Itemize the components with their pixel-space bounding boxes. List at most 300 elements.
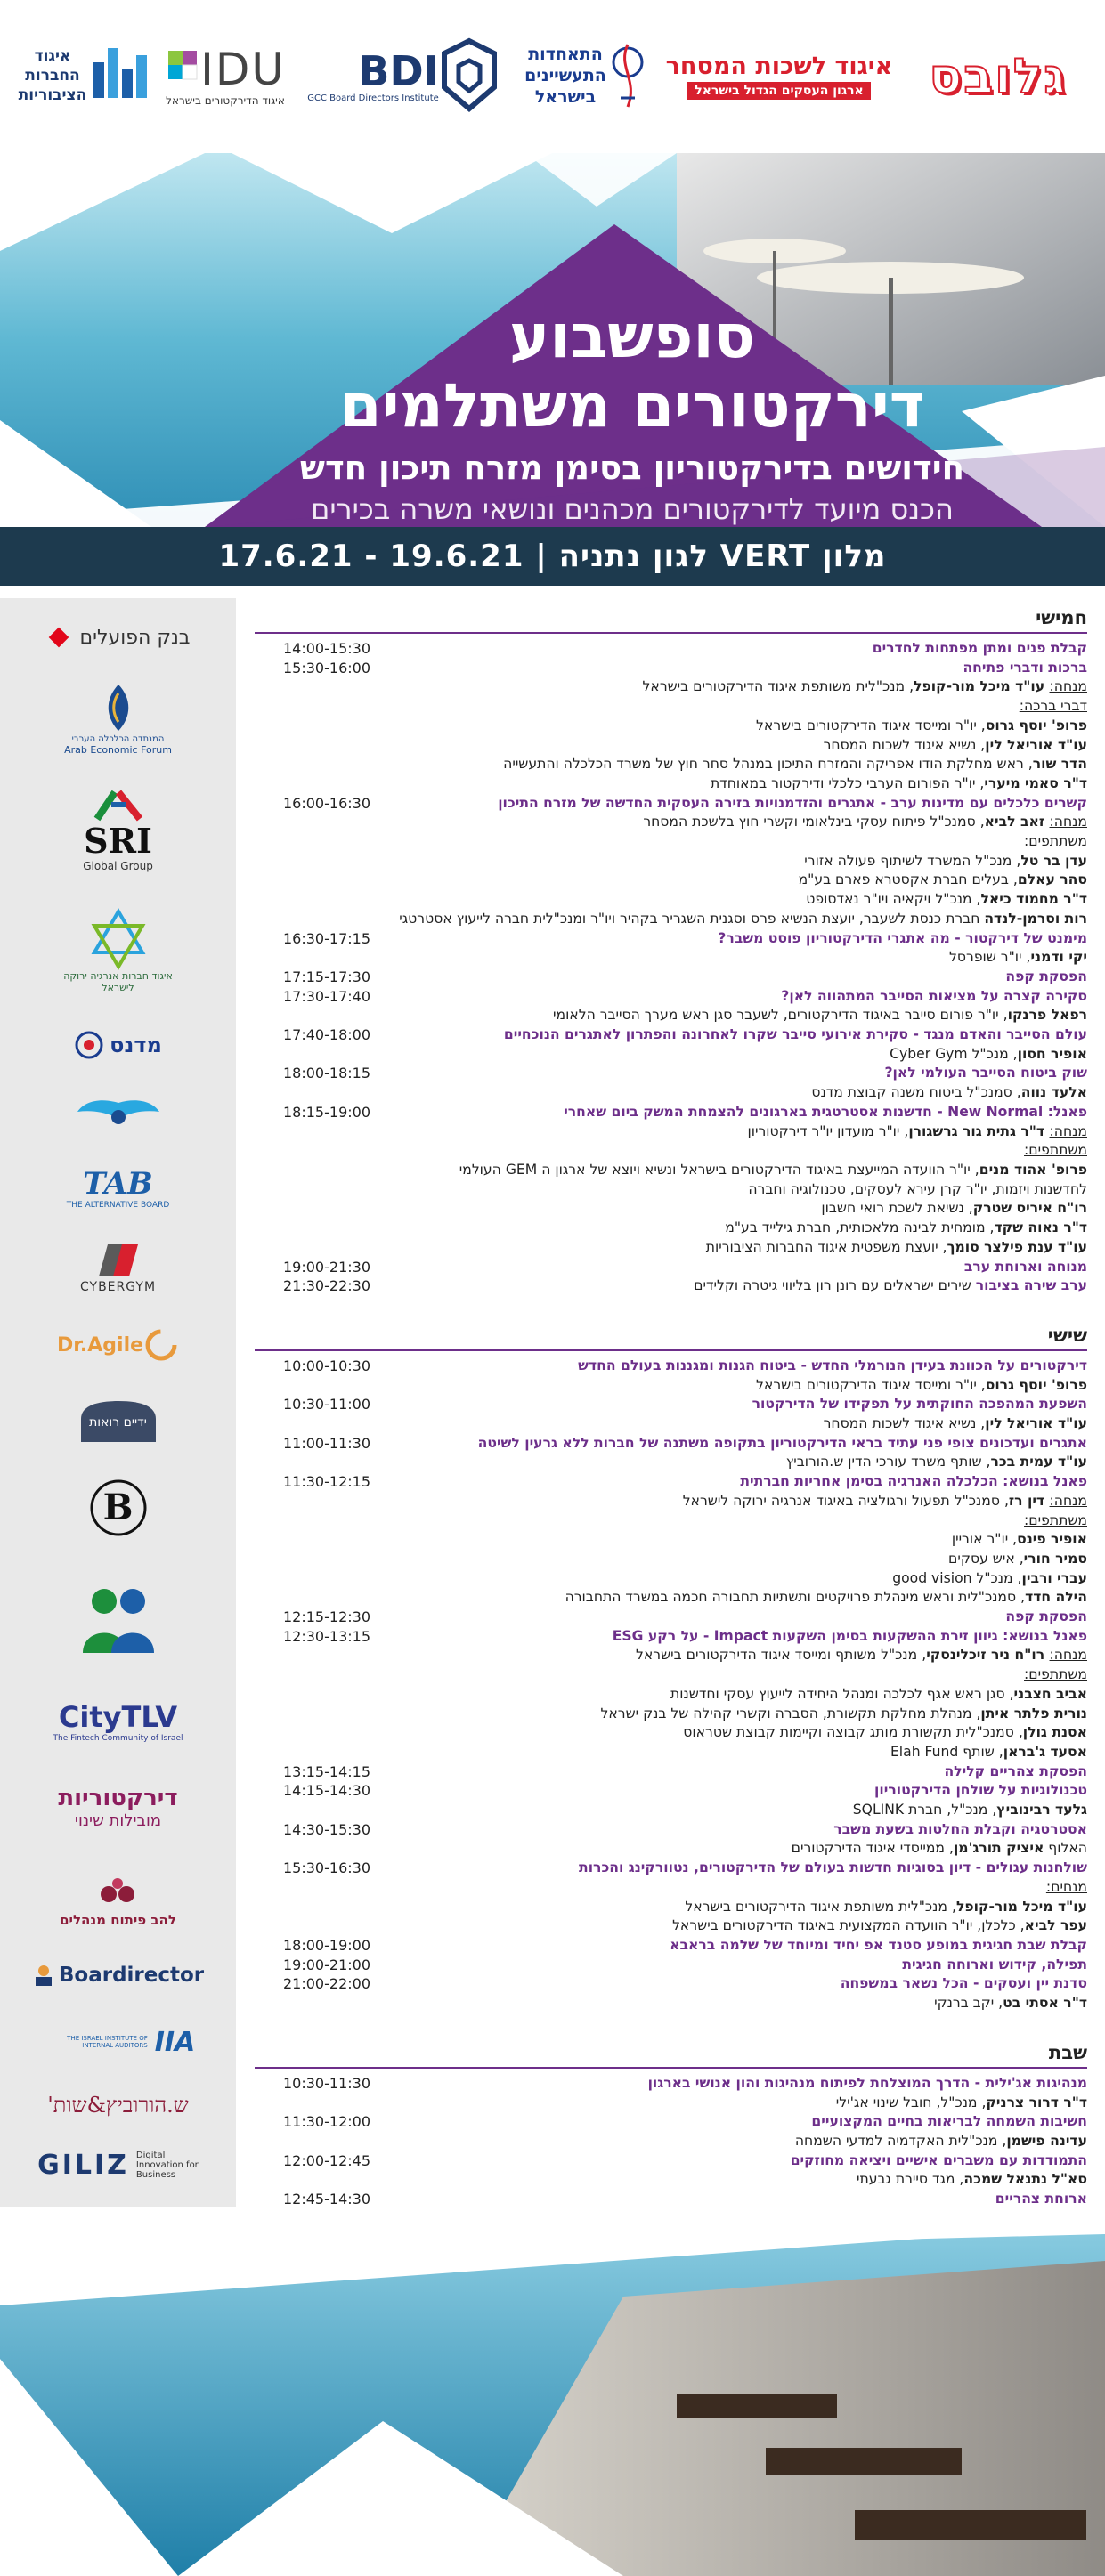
schedule-row <box>255 794 1087 814</box>
schedule-row <box>255 1083 1087 1103</box>
session-time <box>255 1550 376 1569</box>
session-text <box>376 929 1087 949</box>
session-time <box>255 1801 376 1820</box>
speaker-name: נורית פלתר איתן <box>980 1705 1087 1721</box>
speaker-name: עו"ד אוריאל לין <box>985 736 1087 753</box>
bottom-pool-art <box>0 2207 1105 2576</box>
session-text <box>376 1122 1087 1142</box>
session-title: הפסקת קפה <box>1005 1608 1087 1625</box>
speaker-role: , יו"ר אוריין <box>951 1531 1018 1548</box>
session-time <box>255 736 376 756</box>
public-companies-logo <box>12 27 155 125</box>
session-text <box>376 1723 1087 1743</box>
schedule-row <box>255 1045 1087 1065</box>
session-text <box>376 813 1087 832</box>
session-text <box>376 1141 1087 1161</box>
session-text <box>376 639 1087 659</box>
session-text <box>376 755 1087 774</box>
session-text <box>376 1743 1087 1762</box>
session-text <box>376 968 1087 987</box>
sponsor-horowitz-name: ש.הורוביץ&שות' <box>47 2092 189 2118</box>
venue-date-band: מלון VERT לגון נתניה | 19.6.21 - 17.6.21 <box>0 527 1105 586</box>
session-text <box>376 1762 1087 1782</box>
session-text <box>376 1530 1087 1550</box>
sponsor-women-directors-name: דירקטוריות <box>58 1784 178 1811</box>
session-time <box>255 1453 376 1472</box>
idu-logo-sub: איגוד הדירקטורים בישראל <box>166 94 285 107</box>
session-title: הפסקת צהריים קלילה <box>944 1762 1087 1779</box>
session-text <box>376 1434 1087 1454</box>
session-title: פאנל בנושא: גיוון זירת ההשקעות בסימן השקעות Impact - על רקע ESG <box>612 1627 1087 1644</box>
session-title: הפסקת קפה <box>1005 968 1087 984</box>
session-text <box>376 2151 1087 2171</box>
sponsor-hapoalim-name: בנק הפועלים <box>79 626 191 649</box>
session-time <box>255 1199 376 1219</box>
sponsor-b <box>0 1463 236 1552</box>
sponsor-arab-economic-forum <box>0 669 236 767</box>
schedule-row <box>255 1064 1087 1083</box>
session-time <box>255 910 376 929</box>
session-text <box>376 890 1087 910</box>
session-text <box>376 1898 1087 1917</box>
session-time <box>255 813 376 832</box>
session-time: 16:30-17:15 <box>283 929 370 947</box>
session-text <box>376 1878 1087 1898</box>
session-time <box>255 1569 376 1589</box>
session-title: חשיבות השמחה לבריאות בחיים המקצועיים <box>811 2113 1087 2130</box>
session-text <box>376 1258 1087 1277</box>
sponsors-sidebar <box>0 598 236 2207</box>
hapoalim-diamond-icon <box>45 624 72 651</box>
session-time: 18:15-19:00 <box>283 1103 370 1121</box>
sponsor-giliz <box>0 2138 236 2191</box>
idu-logo-text: IDU <box>200 44 286 95</box>
session-text <box>376 832 1087 852</box>
industrialists-emblem-icon <box>610 36 646 116</box>
speaker-role: , סמנכ"ל פיתוח עסקי בינלאומי וקשרי חוץ בלשכת המסחר <box>643 814 985 830</box>
session-title: דירקטורים על הכוונת בעידן הנורמלי החדש - ביטוח הגנות ומגננות בעולם החדש <box>578 1357 1087 1373</box>
sponsor-tab <box>0 1157 236 1219</box>
speaker-role: , מנכ"ל המשרד לשיתוף פעולה אזורי <box>804 852 1021 869</box>
schedule-row <box>255 1472 1087 1492</box>
speaker-name: ד"ר סאמי מיערי <box>984 774 1087 791</box>
schedule-row <box>255 659 1087 678</box>
hero-title-line1: סופשבוע <box>509 302 755 372</box>
schedule-row <box>255 832 1087 852</box>
session-time: 17:30-17:40 <box>283 987 370 1005</box>
schedule-row <box>255 1238 1087 1258</box>
speaker-role: , נשיא איגוד לשכות המסחר <box>823 1415 986 1432</box>
role-label: משתתפים: <box>1024 1142 1087 1159</box>
idu-squares-icon <box>165 47 200 92</box>
speaker-role: , יו"ר פורום סייבר באיגוד הדירקטורים, לשעבר סגן ראש מערך הסייבר הלאומי <box>552 1007 1008 1024</box>
sponsor-citytlv-sub: The Fintech Community of Israel <box>53 1734 183 1743</box>
sponsor-engineers <box>0 1088 236 1141</box>
speaker-role: , סגן ראש אגף לכלכה ומנהל היחידה לייעוץ עסקי וחדשנות <box>670 1685 1014 1702</box>
schedule-row <box>255 1006 1087 1025</box>
session-text <box>376 1025 1087 1045</box>
role-label: מנחה: <box>1049 814 1087 830</box>
session-text <box>376 1627 1087 1647</box>
session-time <box>255 852 376 871</box>
session-time: 12:15-12:30 <box>283 1608 370 1626</box>
schedule-row <box>255 1820 1087 1840</box>
schedule-row <box>255 1122 1087 1142</box>
session-title: עולם הסייבר והאדם מנגד - סקירת אירועי סייבר שקרו לאחרונה והפתרון לאתגרים הנוכחיים <box>503 1026 1087 1043</box>
sponsor-iia <box>0 2015 236 2069</box>
speaker-role: , יו"ר הוועדה המייעצת באיגוד הדירקטורים בישראל ונשיא ויוצא של ארגון ה GEM העולמי <box>459 1161 979 1178</box>
session-title: קבלת שבת חגיגית במופע סטנד אפ יחיד ומיוחד של שלמה בראבא <box>670 1937 1087 1953</box>
session-text <box>376 1608 1087 1627</box>
speaker-role: , מגד סיירת גבעתי <box>856 2171 964 2188</box>
sponsor-citytlv <box>0 1686 236 1757</box>
session-time <box>255 1511 376 1531</box>
session-title: ארוחת צהריים <box>995 2191 1087 2207</box>
speaker-role: , בעלים חברת אקסטרא פארם בע"מ <box>798 871 1018 888</box>
session-time: 10:30-11:00 <box>283 1396 370 1414</box>
globes-logo <box>905 27 1092 125</box>
speaker-role: , יו"ר הפורום הערבי כלכלי ודירקטור במאוחדת <box>710 774 985 791</box>
session-time <box>255 1530 376 1550</box>
schedule-row <box>255 717 1087 736</box>
cybergym-mark-icon <box>99 1241 138 1280</box>
sponsor-citytlv-name: CityTLV <box>58 1700 178 1734</box>
schedule-row <box>255 1511 1087 1531</box>
sponsor-seeing-hands <box>0 1390 236 1453</box>
idu-logo <box>158 27 292 125</box>
speaker-name: פרופ' אהוד מנים <box>979 1161 1087 1178</box>
sponsor-seeing-hands-name: ידיים רואות <box>89 1415 147 1430</box>
speaker-role: , סמנכ"לית וראש מינהלת פרויקטים ותשתיות תחבורה חכמה במשרד התחבורה <box>565 1589 1026 1606</box>
speaker-role: , מנכ"לית משותפת איגוד הדירקטורים בישראל <box>642 678 914 695</box>
session-time: 14:00-15:30 <box>283 640 370 657</box>
session-time <box>255 890 376 910</box>
session-text <box>376 987 1087 1007</box>
sponsor-arab-forum-sub: המנתדה הכלכלה הערבי <box>71 734 165 744</box>
speaker-role: , מנכ"ל good vision <box>892 1569 1022 1586</box>
session-text <box>376 1511 1087 1531</box>
schedule-row <box>255 1627 1087 1647</box>
schedule-row <box>255 1357 1087 1376</box>
speaker-name: פרופ' יוסף גרוס <box>985 1376 1087 1393</box>
session-time: 11:30-12:00 <box>283 2113 370 2131</box>
schedule-row <box>255 1898 1087 1917</box>
session-time <box>255 1646 376 1665</box>
sponsor-cybergym <box>0 1232 236 1303</box>
schedule-row <box>255 677 1087 697</box>
schedule-row <box>255 1878 1087 1898</box>
session-text <box>376 1956 1087 1975</box>
speaker-name: עדינה פישמן <box>1006 2132 1087 2149</box>
sponsor-iia-name: IIA <box>154 2026 196 2058</box>
session-title: פאנל: New Normal - חדשנות אסטרטגית בארגונים להצמחת המשק ביום שאחרי <box>564 1103 1087 1120</box>
schedule-row <box>255 1936 1087 1956</box>
session-time: 12:30-13:15 <box>283 1627 370 1645</box>
schedule-row <box>255 736 1087 756</box>
speaker-role: , מנכ"ל ויקאיה ויו"ר נאדסופט <box>806 891 981 908</box>
industrialists-logo <box>516 27 650 125</box>
schedule-row <box>255 1141 1087 1161</box>
session-text <box>376 659 1087 678</box>
session-text <box>376 1801 1087 1820</box>
role-label: משתתפים: <box>1024 1666 1087 1683</box>
schedule-row <box>255 1723 1087 1743</box>
role-label: מנחה: <box>1049 1647 1087 1664</box>
session-title: סקירה קצרה על מציאות הסייבר המתהווה לאן? <box>781 987 1087 1004</box>
schedule-row <box>255 1492 1087 1511</box>
schedule-row <box>255 1665 1087 1685</box>
session-time <box>255 1723 376 1743</box>
day-spacer <box>255 1296 1087 1316</box>
speaker-name: הילה חדד <box>1025 1589 1087 1606</box>
session-time <box>255 1743 376 1762</box>
session-text <box>376 1550 1087 1569</box>
day-heading: שישי <box>1047 1324 1087 1346</box>
session-text <box>376 1685 1087 1705</box>
schedule-row <box>255 1685 1087 1705</box>
session-text <box>376 2074 1087 2094</box>
speaker-name: עו"ד מיכל מור-קופל <box>914 678 1050 695</box>
role-label: מנחה: <box>1049 1492 1087 1509</box>
public-companies-bars-icon <box>88 36 150 116</box>
session-text <box>376 871 1087 890</box>
session-text <box>376 1045 1087 1065</box>
logo-bar <box>0 0 1105 153</box>
session-text <box>376 1936 1087 1956</box>
session-text <box>376 1238 1087 1258</box>
schedule-row <box>255 968 1087 987</box>
speaker-name: רו"ח ניר זיכלינסקי <box>926 1647 1050 1664</box>
session-text <box>376 774 1087 794</box>
schedule-row <box>255 929 1087 949</box>
sponsor-b-name: B <box>102 1486 134 1528</box>
hero-tagline: הכנס מיועד לדירקטורים מכהנים ונושאי משרה בכירים <box>311 492 954 526</box>
speaker-name: יקי ודמני <box>1030 949 1087 966</box>
session-text <box>376 1103 1087 1122</box>
session-time: 17:15-17:30 <box>283 968 370 985</box>
speaker-role: , יו"ר ומייסד איגוד הדירקטורים בישראל <box>756 1376 986 1393</box>
sponsor-cybergym-name: CYBERGYM <box>79 1280 157 1294</box>
session-time: 18:00-19:00 <box>283 1937 370 1954</box>
session-text <box>376 736 1087 756</box>
session-time: 18:00-18:15 <box>283 1065 370 1082</box>
session-text <box>376 1276 1087 1296</box>
sponsor-madanes-name: מדנס <box>110 1033 162 1057</box>
speaker-name: אופיר פינס <box>1017 1531 1087 1548</box>
schedule-row <box>255 1743 1087 1762</box>
schedule-row <box>255 1646 1087 1665</box>
speaker-name: ד"ר נאוה שקד <box>994 1219 1087 1236</box>
schedule-row <box>255 1276 1087 1296</box>
sponsor-lahav-name: להב פיתוח מנהלים <box>60 1912 176 1928</box>
bdi-logo <box>301 27 506 125</box>
bottom-background-art <box>0 2207 1105 2576</box>
session-time <box>255 1141 376 1161</box>
schedule-row <box>255 1180 1087 1200</box>
session-time <box>255 1898 376 1917</box>
speaker-name: ד"ר דרור צרניק <box>986 2094 1087 2110</box>
sponsor-madanes <box>0 1018 236 1072</box>
program-schedule <box>255 598 1087 2334</box>
schedule-row <box>255 948 1087 968</box>
speaker-role: , ראש מחלקת הודו אפריקה והמזרח התיכון במנהל סחר חוץ של משרד הכלכלה והתעשייה <box>503 756 1033 773</box>
speaker-role: , שותף Elah Fund <box>890 1743 1003 1760</box>
hero-title-line2: דירקטורים משתלמים <box>339 371 925 441</box>
session-text <box>376 1859 1087 1878</box>
session-title: ברכות ודברי פתיחה <box>963 659 1087 676</box>
role-label: מנחים: <box>1045 1878 1087 1895</box>
session-time: 15:30-16:30 <box>283 1859 370 1877</box>
sponsor-sri-sub: Global Group <box>83 860 153 872</box>
schedule-row <box>255 1219 1087 1238</box>
session-text <box>376 1820 1087 1840</box>
schedule-row <box>255 1608 1087 1627</box>
speaker-role: , מנכ"לית האקדמיה למדעי השמחה <box>794 2132 1007 2149</box>
session-time <box>255 1045 376 1065</box>
session-text <box>376 1588 1087 1608</box>
speaker-name: עו"ד עמית בכר <box>990 1454 1087 1470</box>
session-time: 19:00-21:00 <box>283 1956 370 1973</box>
speaker-name: רו"ח איריס שטרק <box>972 1200 1087 1217</box>
speaker-role: , יו"ר שופרסל <box>949 949 1031 966</box>
session-time: 17:40-18:00 <box>283 1026 370 1044</box>
speaker-role: , כלכלן, יו"ר הוועדה המקצועית באיגוד הדירקטורים בישראל <box>672 1917 1025 1934</box>
role-label: מנחה: <box>1049 678 1087 695</box>
hero-subtitle: חידושים בדירקטוריון בסימן מזרח תיכון חדש <box>299 449 965 487</box>
schedule-row <box>255 1199 1087 1219</box>
speaker-name: אלעד נווה <box>1020 1084 1087 1101</box>
sponsor-women-directors-sub: מובילות שינוי <box>74 1810 162 1830</box>
session-time <box>255 1994 376 2013</box>
session-text <box>376 1646 1087 1665</box>
session-time <box>255 871 376 890</box>
schedule-row <box>255 1434 1087 1454</box>
session-time <box>255 1878 376 1898</box>
session-time: 12:45-14:30 <box>283 2191 370 2208</box>
speaker-role: , מנכ"ל Cyber Gym <box>890 1045 1018 1062</box>
speaker-name: ד"ר מחמוד כיאל <box>980 891 1087 908</box>
speaker-role: , שותף משרד עורכי הדין ש.הורוביץ <box>785 1454 991 1470</box>
speaker-name: סא"ל נתנאל שמכה <box>963 2171 1087 2188</box>
session-text <box>376 794 1087 814</box>
schedule-row <box>255 1258 1087 1277</box>
sponsor-dr-agile <box>0 1314 236 1376</box>
sponsor-hapoalim <box>0 611 236 664</box>
session-time <box>255 2094 376 2113</box>
session-time <box>255 755 376 774</box>
sponsor-boardirector <box>0 1953 236 1997</box>
schedule-row <box>255 1994 1087 2013</box>
schedule-row <box>255 1414 1087 1434</box>
day-divider <box>255 2067 1087 2069</box>
hero-banner <box>0 153 1105 527</box>
speaker-role: , יקב ברנקי <box>934 1995 1003 2012</box>
schedule-row <box>255 2151 1087 2171</box>
session-time: 21:30-22:30 <box>283 1277 370 1295</box>
sri-swoosh-icon <box>92 787 145 822</box>
industrialists-logo-text: התאחדות התעשיינים בישראל <box>524 45 606 107</box>
speaker-role: , מנכ"לית משותפת איגוד הדירקטורים בישראל <box>685 1898 956 1915</box>
globes-logo-text: גלובס <box>929 47 1068 104</box>
schedule-row <box>255 1376 1087 1396</box>
speaker-role: , ממייסדי איגוד הדירקטורים <box>791 1840 954 1857</box>
sponsor-horowitz <box>0 2083 236 2127</box>
session-text <box>376 1665 1087 1685</box>
speaker-role: שירים ישראלים עם רונן רון בליווי גיטרה וקלידים <box>694 1277 976 1294</box>
speaker-role: , סמנכ"ל תפעול ורגולציה באיגוד אנרגיה ירוקה לישראל <box>682 1492 1009 1509</box>
session-time <box>255 774 376 794</box>
schedule-row <box>255 1974 1087 1994</box>
session-time <box>255 2170 376 2190</box>
schedule-row <box>255 1956 1087 1975</box>
speaker-name: פרופ' יוסף גרוס <box>985 717 1087 733</box>
session-text <box>376 1395 1087 1414</box>
session-title: שוק ביטוח הסייבר העולמי לאן? <box>884 1065 1087 1081</box>
speaker-name: ד"ר אסתי בט <box>1003 1995 1087 2012</box>
public-companies-logo-text: איגוד החברות הציבוריות <box>18 47 87 104</box>
session-text <box>376 1492 1087 1511</box>
schedule-row <box>255 1916 1087 1936</box>
session-time: 11:30-12:15 <box>283 1473 370 1491</box>
schedule-row <box>255 890 1087 910</box>
sponsor-boardirector-name: Boardirector <box>58 1964 205 1987</box>
session-time <box>255 1006 376 1025</box>
speaker-role: , סמנכ"לית תקשורת מותג קבוצה וקיימות קבוצת שטראוס <box>683 1724 1023 1741</box>
session-time <box>255 1238 376 1258</box>
schedule-row <box>255 1530 1087 1550</box>
role-label: דברי ברכה: <box>1019 698 1087 715</box>
session-text <box>376 1161 1087 1180</box>
speaker-name: סמיר חורי <box>1023 1550 1087 1567</box>
speaker-role: , יו"ר ומייסד איגוד הדירקטורים בישראל <box>756 717 986 733</box>
speaker-name: דין רז <box>1008 1492 1050 1509</box>
session-title: פאנל בנושא: הכלכלה האנרגיה בסימן אחריות חברתית <box>740 1473 1087 1490</box>
sponsor-giliz-name: GILIZ <box>37 2149 129 2181</box>
bdi-logo-sub: GCC Board Directors Institute <box>307 93 439 103</box>
session-text <box>376 1705 1087 1724</box>
sponsor-tab-name: TAB <box>83 1166 153 1202</box>
session-text <box>376 1357 1087 1376</box>
speaker-name: גלעד רבינוביץ <box>996 1802 1087 1819</box>
day-heading: שבת <box>1048 2041 1087 2063</box>
speaker-name: סהר עאלם <box>1017 871 1087 888</box>
speaker-name: אסעד ג'בראן <box>1003 1743 1087 1760</box>
schedule-row <box>255 1762 1087 1782</box>
arab-forum-emblem-icon <box>96 681 141 734</box>
session-title: תפילה, קידוש וארוחה חגיגית <box>902 1956 1087 1973</box>
session-time <box>255 1588 376 1608</box>
session-time: 14:30-15:30 <box>283 1820 370 1838</box>
madanes-mark-icon <box>74 1030 104 1060</box>
speaker-name: אסנת גולן <box>1022 1724 1087 1741</box>
session-time <box>255 1685 376 1705</box>
sponsor-giliz-sub: Digital Innovation for Business <box>135 2150 199 2180</box>
schedule-row <box>255 2132 1087 2151</box>
speaker-name: עפר לביא <box>1024 1917 1087 1934</box>
session-time: 10:00-10:30 <box>283 1357 370 1374</box>
session-text <box>376 910 1087 929</box>
session-time <box>255 677 376 697</box>
schedule-row <box>255 1103 1087 1122</box>
day-heading: חמישי <box>1036 607 1087 628</box>
bdi-emblem-icon <box>439 36 500 116</box>
session-time <box>255 1916 376 1936</box>
engineers-wings-icon <box>74 1094 163 1135</box>
speaker-role: , מומחית לבינה מלאכותית, חברת גילייד בע"מ <box>725 1219 995 1236</box>
session-title: סדנת יין ועסקים - הכל נשאר במשפחה <box>840 1975 1087 1992</box>
session-time <box>255 1839 376 1859</box>
sponsor-iia-sub: THE ISRAEL INSTITUTE OF INTERNAL AUDITORS <box>67 2035 148 2049</box>
